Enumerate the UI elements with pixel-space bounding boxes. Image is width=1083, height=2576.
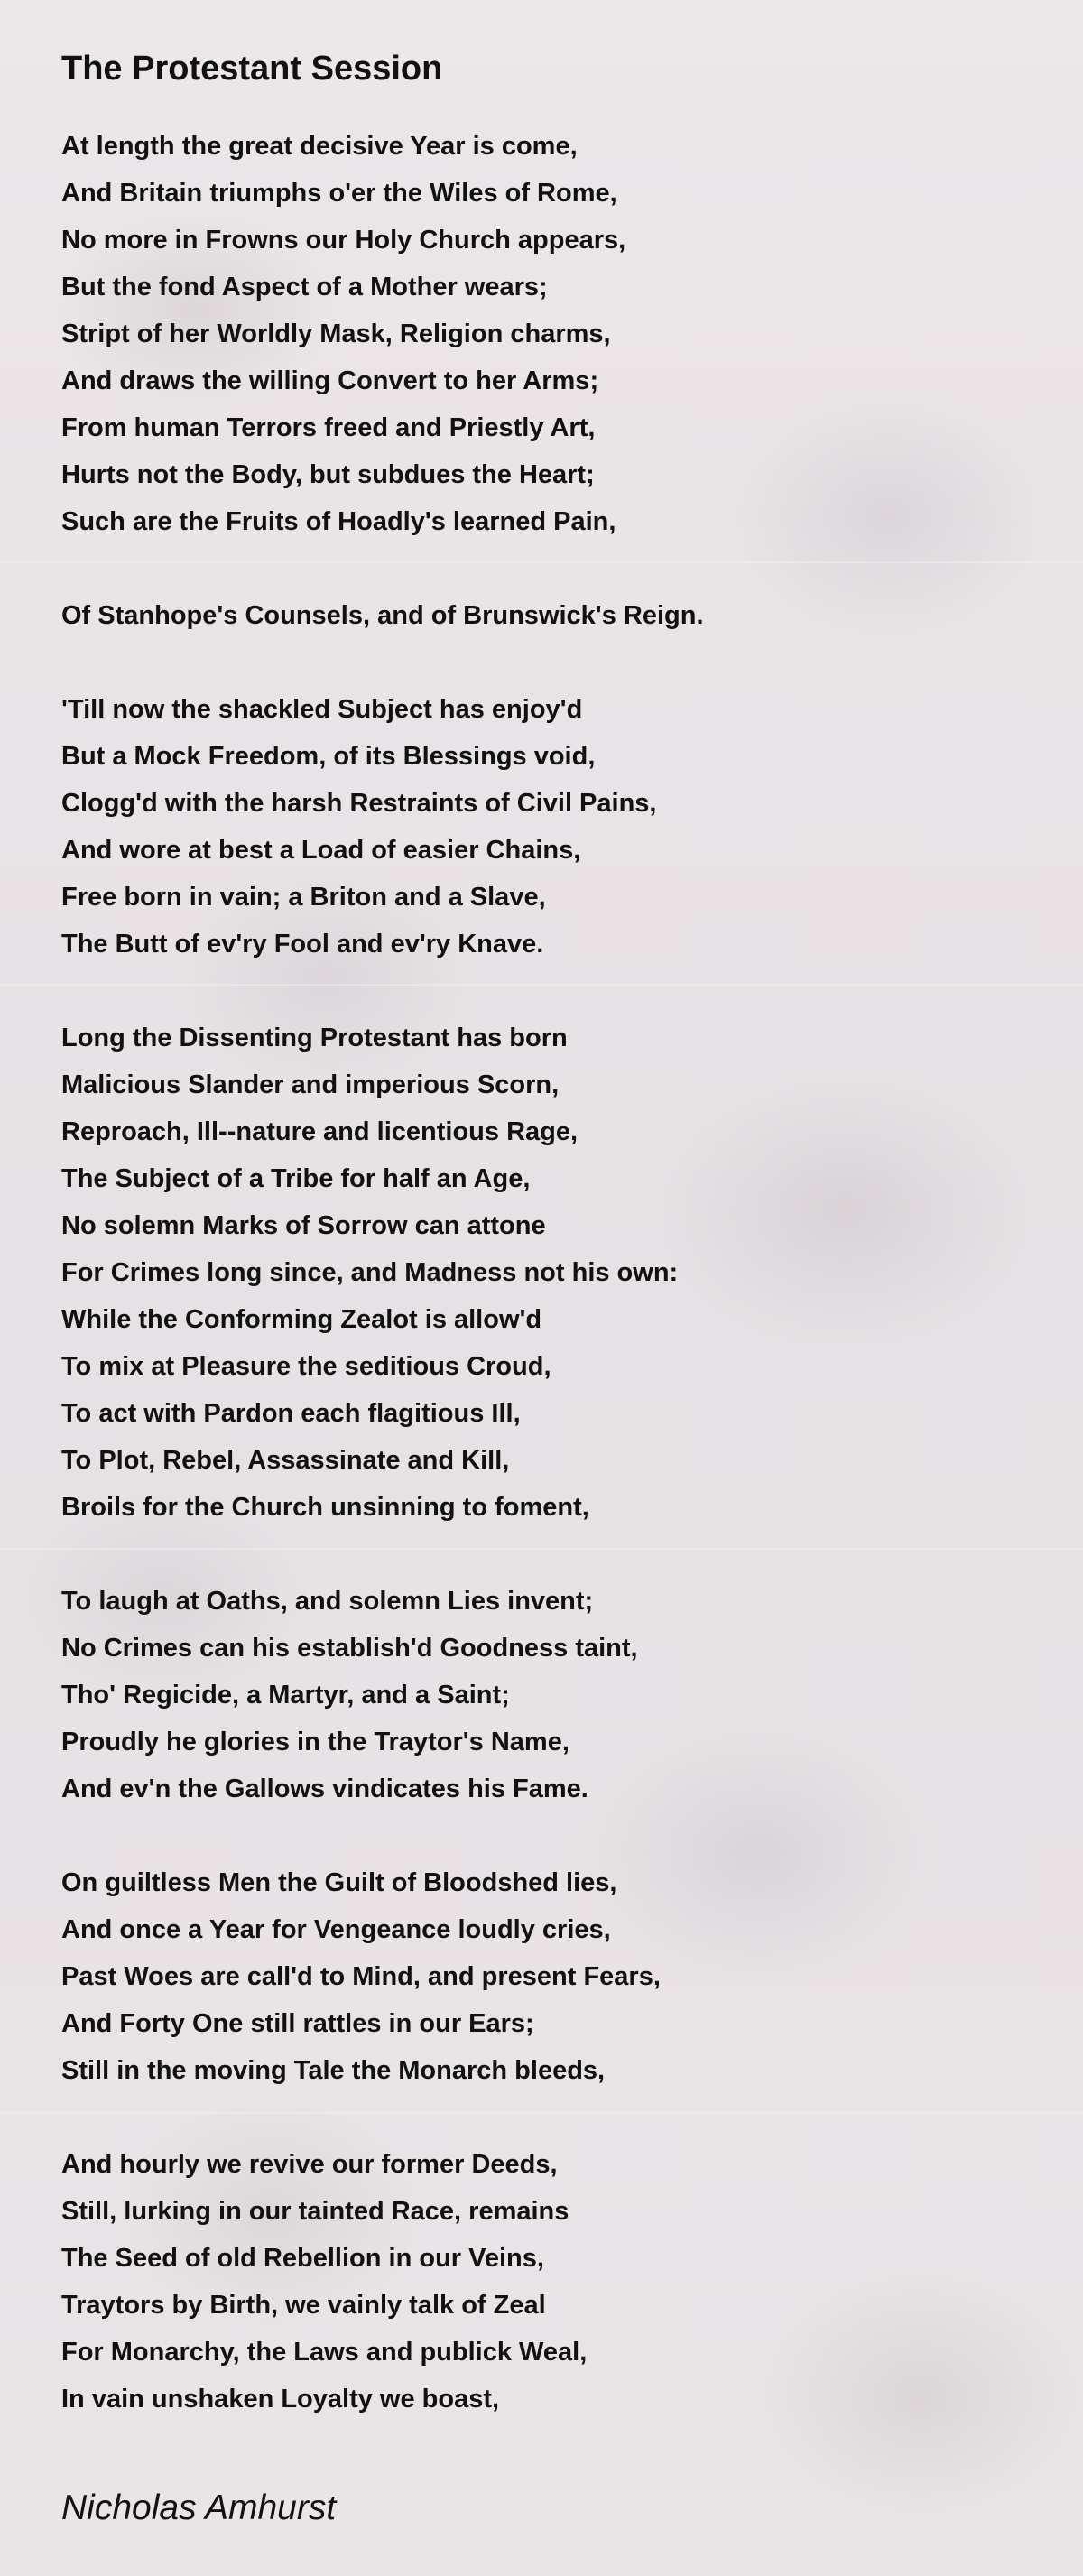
stanza-5	[61, 1578, 1036, 1812]
poem-line: And hourly we revive our former Deeds,	[61, 2150, 558, 2179]
poem-line: Reproach, Ill--nature and licentious Rage,	[61, 1117, 579, 1146]
poem-line: And draws the willing Convert to her Arms;	[61, 366, 599, 395]
poem-line: To laugh at Oaths, and solemn Lies invent;	[61, 1587, 594, 1616]
poem-line: To act with Pardon each flagitious Ill,	[61, 1399, 521, 1428]
poem-line: Proudly he glories in the Traytor's Name,	[61, 1728, 569, 1756]
stanza-2	[61, 592, 1036, 639]
poem-title: The Protestant Session	[61, 50, 443, 88]
stanza-4	[61, 1015, 1036, 1531]
poem-line: Free born in vain; a Briton and a Slave,	[61, 883, 546, 912]
stanza-3	[61, 686, 1036, 968]
poem-line: For Monarchy, the Laws and publick Weal,	[61, 2338, 588, 2367]
poem-line: And Forty One still rattles in our Ears;	[61, 2009, 534, 2038]
poem-line: Broils for the Church unsinning to foment,	[61, 1493, 589, 1522]
stanza-6	[61, 1859, 1036, 2094]
poem-line: Traytors by Birth, we vainly talk of Zeal	[61, 2291, 546, 2320]
stanza-7	[61, 2141, 1036, 2423]
poem-line: To Plot, Rebel, Assassinate and Kill,	[61, 1446, 510, 1475]
stanza-1	[61, 123, 1036, 545]
poem-container	[61, 43, 1036, 2469]
poem-line: No Crimes can his establish'd Goodness taint,	[61, 1634, 638, 1663]
poem-line: For Crimes long since, and Madness not his own:	[61, 1258, 679, 1287]
poem-line: But a Mock Freedom, of its Blessings void,	[61, 742, 596, 771]
poem-line: But the fond Aspect of a Mother wears;	[61, 273, 548, 301]
poem-line: Long the Dissenting Protestant has born	[61, 1024, 568, 1052]
poem-line: Malicious Slander and imperious Scorn,	[61, 1070, 560, 1099]
poem-line: The Seed of old Rebellion in our Veins,	[61, 2244, 544, 2273]
poem-line: No more in Frowns our Holy Church appears,	[61, 226, 626, 255]
poem-line: On guiltless Men the Guilt of Bloodshed lies,	[61, 1868, 617, 1897]
poem-line: Such are the Fruits of Hoadly's learned Pain,	[61, 507, 616, 536]
poem-line: While the Conforming Zealot is allow'd	[61, 1305, 542, 1334]
poem-line: And ev'n the Gallows vindicates his Fame.	[61, 1774, 588, 1803]
poem-line: And once a Year for Vengeance loudly cries,	[61, 1915, 611, 1944]
poem-line: To mix at Pleasure the seditious Croud,	[61, 1352, 551, 1381]
poem-line: Of Stanhope's Counsels, and of Brunswick's Reign.	[61, 601, 704, 630]
poem-line: Past Woes are call'd to Mind, and present Fears,	[61, 1962, 661, 1991]
poem-line: Clogg'd with the harsh Restraints of Civil Pains,	[61, 789, 657, 818]
poem-line: No solemn Marks of Sorrow can attone	[61, 1211, 546, 1240]
poem-author: Nicholas Amhurst	[61, 2488, 337, 2527]
poem-line: And Britain triumphs o'er the Wiles of Rome,	[61, 179, 617, 208]
poem-line: Tho' Regicide, a Martyr, and a Saint;	[61, 1681, 510, 1710]
poem-line: Still, lurking in our tainted Race, remains	[61, 2197, 569, 2226]
poem-line: Stript of her Worldly Mask, Religion charms,	[61, 320, 611, 348]
poem-line: Hurts not the Body, but subdues the Heart;	[61, 460, 595, 489]
poem-line: And wore at best a Load of easier Chains,	[61, 836, 581, 865]
poem-line: 'Till now the shackled Subject has enjoy'd	[61, 695, 583, 724]
poem-line: The Subject of a Tribe for half an Age,	[61, 1164, 531, 1193]
poem-line: In vain unshaken Loyalty we boast,	[61, 2385, 500, 2414]
poem-line: Still in the moving Tale the Monarch bleeds,	[61, 2056, 606, 2085]
poem-line: The Butt of ev'ry Fool and ev'ry Knave.	[61, 930, 544, 959]
poem-line: From human Terrors freed and Priestly Art,	[61, 413, 596, 442]
poem-line: At length the great decisive Year is come,	[61, 132, 578, 161]
